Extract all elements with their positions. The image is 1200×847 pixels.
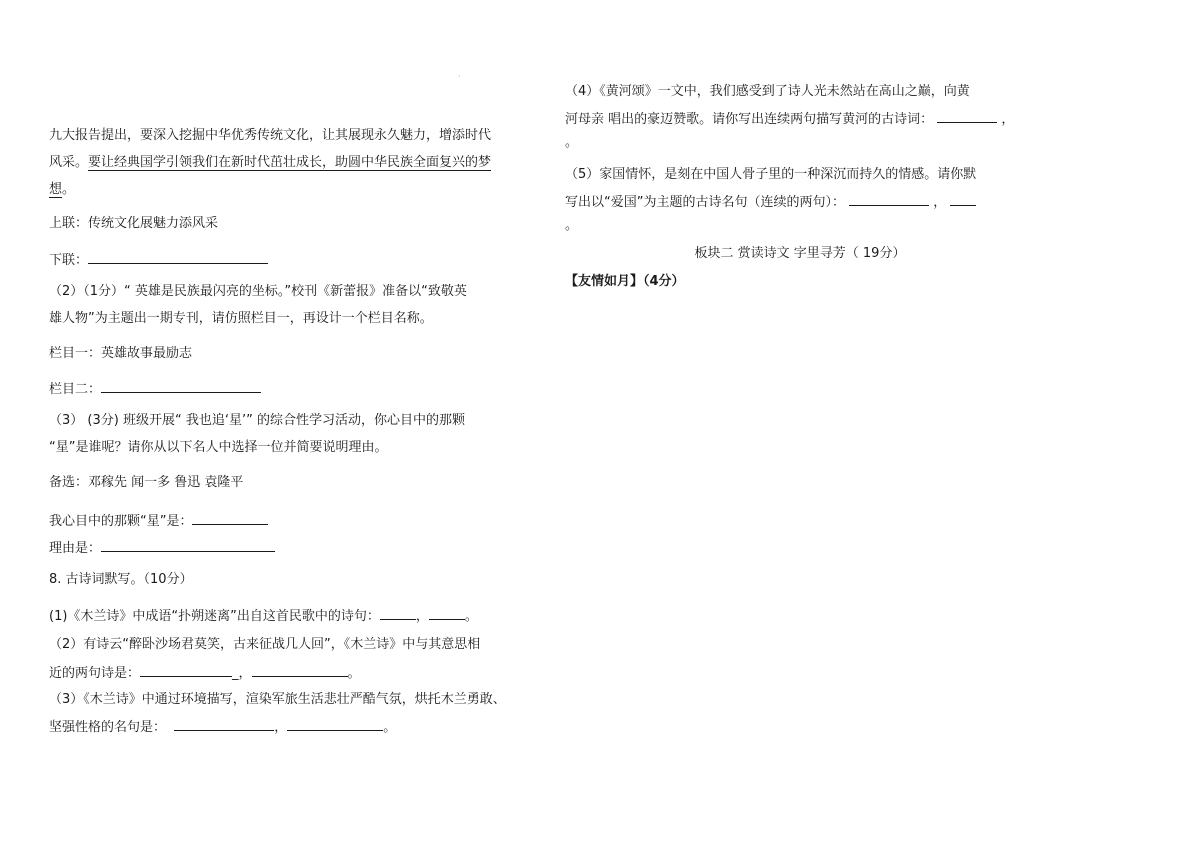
intro-line-3-period: 。 [62,182,76,197]
lanmu-2-blank[interactable] [101,378,261,393]
q4-comma: ， [1001,112,1015,127]
liyou-label: 理由是： [49,541,102,556]
q8-2-label: 近的两句诗是： [49,666,141,681]
q3-line-1: （3） (3分) 班级开展“ 我也追‘星’” 的综合性学习活动，你心目中的那颗 [49,413,465,428]
q5-comma: ， [933,195,947,210]
xialian-label: 下联： [49,253,89,268]
q8-heading: 8. 古诗词默写。（10分） [49,572,193,587]
lanmu-1: 栏目一：英雄故事最励志 [49,346,193,361]
q5-line-1: （5）家国情怀，是刻在中国人骨子里的一种深沉而持久的情感。请你默 [565,167,977,182]
q4-blank-1[interactable] [937,108,997,123]
xing-blank[interactable] [192,510,268,525]
q8-2-blank-2[interactable] [252,662,348,677]
intro-line-2 [49,154,491,172]
xialian-row [49,249,268,270]
q5-line-2 [565,191,976,212]
liyou-blank[interactable] [101,537,275,552]
q8-2-blank-1[interactable] [140,662,232,677]
q8-1-row [49,605,478,626]
q8-3-comma: ， [274,720,288,735]
subsection-title: 【友情如月】（4分） [565,274,685,289]
q5-blank-2[interactable] [950,191,976,206]
q8-2-line-1: （2）有诗云“醉卧沙场君莫笑，古来征战几人回”，《木兰诗》中与其意思相 [49,637,481,652]
q8-3-blank-2[interactable] [287,716,383,731]
q8-2-period: 。 [347,666,361,681]
q8-1-comma: ， [415,609,429,624]
shanglian: 上联：传统文化展魅力添风采 [49,216,219,231]
underlined-sentence-end: 想 [49,182,63,197]
q8-3-line-2 [49,716,396,737]
beixuan: 备选：邓稼先 闻一多 鲁迅 袁隆平 [49,475,244,490]
xing-row [49,510,268,531]
q8-1-blank-1[interactable] [380,605,416,620]
liyou-row [49,537,275,558]
xialian-blank[interactable] [88,249,268,264]
q8-3-blank-1[interactable] [174,716,274,731]
q8-1-period: 。 [464,609,478,624]
q4-line-2 [565,108,1014,129]
q2-line-1: （2）（1分）“ 英雄是民族最闪亮的坐标。”校刊《新蕾报》准备以“致敬英 [49,284,467,299]
q8-2-comma: _， [232,666,252,681]
q5-text: 写出以“爱国”为主题的古诗名句（连续的两句）： [565,195,845,210]
q8-1-text: (1)《木兰诗》中成语“扑朔迷离”出自这首民歌中的诗句： [49,609,380,624]
intro-line-3 [49,181,75,199]
lanmu-2-row [49,378,261,399]
q8-3-line-1: （3）《木兰诗》中通过环境描写，渲染军旅生活悲壮严酷气氛，烘托木兰勇敢、 [49,692,506,707]
q4-line-3: 。 [565,135,579,150]
intro-line-1: 九大报告提出，要深入挖掘中华优秀传统文化，让其展现永久魅力，增添时代 [49,128,492,143]
q8-2-line-2 [49,662,361,683]
page-mark: · [458,72,461,81]
section-title: 板块二 赏读诗文 字里寻芳（ 19分） [694,246,906,261]
q8-3-label: 坚强性格的名句是： [49,720,167,735]
xing-label: 我心目中的那颗“星”是： [49,514,193,529]
lanmu-2-label: 栏目二： [49,382,102,397]
q3-line-2: “星”是谁呢？请你从以下名人中选择一位并简要说明理由。 [49,440,388,455]
q8-3-period: 。 [383,720,397,735]
q4-line-1: （4）《黄河颂》一文中，我们感受到了诗人光未然站在高山之巅，向黄 [565,84,970,99]
underlined-sentence: 要让经典国学引领我们在新时代茁壮成长，助圆中华民族全面复兴的梦 [88,155,492,170]
intro-line-2-start: 风采。 [49,155,89,170]
q5-blank-1[interactable] [849,191,929,206]
q4-text: 河母亲 唱出的豪迈赞歌。请你写出连续两句描写黄河的古诗词： [565,112,934,127]
q8-1-blank-2[interactable] [429,605,465,620]
q2-line-2: 雄人物”为主题出一期专刊，请仿照栏目一，再设计一个栏目名称。 [49,311,433,326]
q5-line-3: 。 [565,218,579,233]
